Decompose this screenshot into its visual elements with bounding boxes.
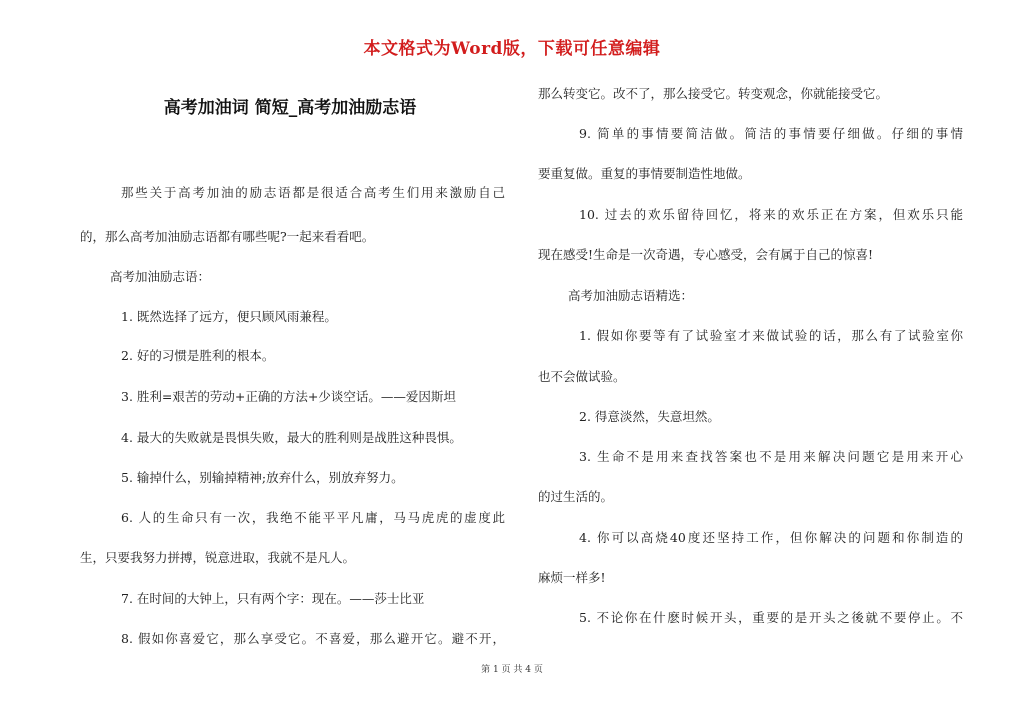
section-heading: 高考加油励志语： <box>110 269 211 284</box>
list-item-continuation: 生，只要我努力拼搏，锐意进取，我就不是凡人。 <box>80 550 356 565</box>
list-item: 9. 简单的事情要简洁做。简洁的事情要仔细做。仔细的事情 <box>579 126 963 141</box>
list-item-continuation: 麻烦一样多! <box>538 570 606 585</box>
list-item-continuation: 要重复做。重复的事情要制造性地做。 <box>538 166 751 181</box>
page-number-footer: 第 1 页 共 4 页 <box>481 665 543 675</box>
list-item-continuation: 现在感受!生命是一次奇遇，专心感受，会有属于自己的惊喜! <box>538 247 874 262</box>
paragraph-line: 的，那么高考加油励志语都有哪些呢?一起来看看吧。 <box>80 229 375 244</box>
list-item: 2. 得意淡然，失意坦然。 <box>579 409 720 424</box>
list-item: 3. 生命不是用来查找答案也不是用来解决问题它是用来开心 <box>579 449 963 464</box>
list-item-continuation: 的过生活的。 <box>538 489 614 504</box>
list-item: 7. 在时间的大钟上，只有两个字：现在。——莎士比亚 <box>121 591 425 606</box>
list-item: 5. 输掉什么，别输掉精神;放弃什么，别放弃努力。 <box>121 470 404 485</box>
list-item: 1. 既然选择了远方，便只顾风雨兼程。 <box>121 309 337 324</box>
list-item-continuation: 那么转变它。改不了，那么接受它。转变观念，你就能接受它。 <box>538 86 889 101</box>
list-item: 10. 过去的欢乐留待回忆，将来的欢乐正在方案，但欢乐只能 <box>579 207 963 222</box>
paragraph-line: 那些关于高考加油的励志语都是很适合高考生们用来激励自己 <box>121 185 505 200</box>
list-item: 6. 人的生命只有一次，我绝不能平平凡庸，马马虎虎的虚度此 <box>121 510 505 525</box>
list-item: 1. 假如你要等有了试验室才来做试验的话，那么有了试验室你 <box>579 328 963 343</box>
list-item: 2. 好的习惯是胜利的根本。 <box>121 348 275 363</box>
section-heading: 高考加油励志语精选： <box>568 288 694 303</box>
document-title: 高考加油词 简短_高考加油励志语 <box>163 98 417 118</box>
list-item: 3. 胜利=艰苦的劳动+正确的方法+少谈空话。——爱因斯坦 <box>121 389 456 404</box>
word-version-banner: 本文格式为Word版，下载可任意编辑 <box>363 39 661 59</box>
list-item: 8. 假如你喜爱它，那么享受它。不喜爱，那么避开它。避不开， <box>121 631 505 646</box>
list-item-continuation: 也不会做试验。 <box>538 369 626 384</box>
list-item: 4. 你可以高烧40度还坚持工作，但你解决的问题和你制造的 <box>579 530 963 545</box>
list-item: 4. 最大的失败就是畏惧失败，最大的胜利则是战胜这种畏惧。 <box>121 430 462 445</box>
list-item: 5. 不论你在什麽时候开头，重要的是开头之後就不要停止。不 <box>579 610 963 625</box>
